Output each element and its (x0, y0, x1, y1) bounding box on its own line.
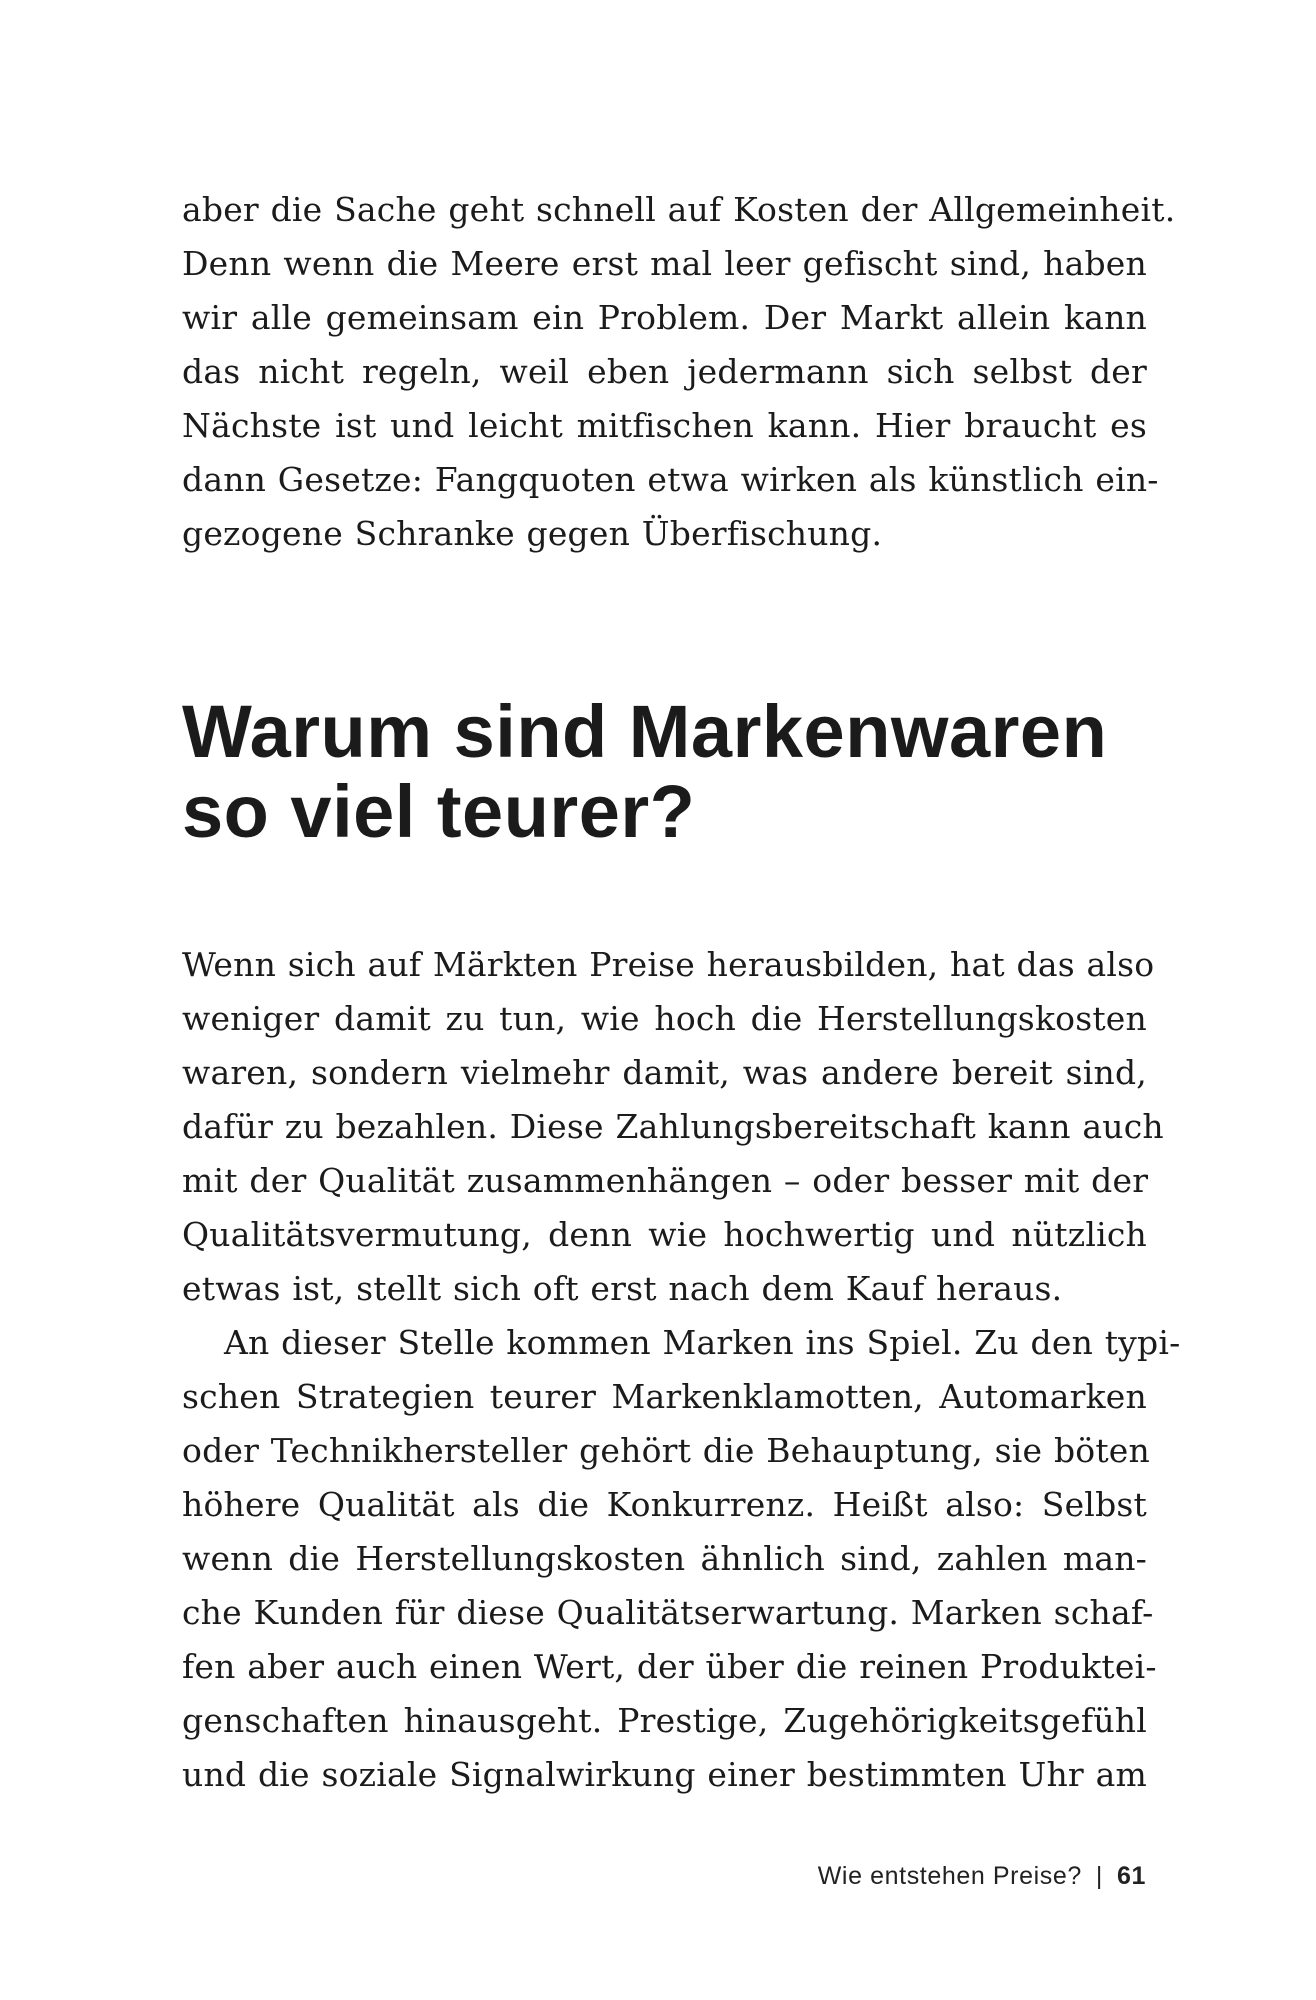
text-line: dann Gesetze: Fangquoten etwa wirken als künstlich ein- (182, 460, 1159, 499)
page-footer (818, 1862, 1146, 1891)
text-line: waren, sondern vielmehr damit, was andere bereit sind, (182, 1053, 1147, 1092)
paragraph-1 (182, 938, 1164, 1316)
top-paragraph (182, 183, 1176, 561)
page-number: 61 (1116, 1862, 1146, 1890)
section-body (182, 938, 1181, 1802)
text-line: etwas ist, stellt sich oft erst nach dem Kauf heraus. (182, 1269, 1063, 1308)
text-line: gezogene Schranke gegen Überfischung. (182, 514, 883, 553)
heading-line: Warum sind Markenwaren (182, 690, 1108, 773)
text-line: Qualitätsvermutung, denn wie hochwertig und nützlich (182, 1215, 1147, 1254)
text-line: wenn die Herstellungskosten ähnlich sind, zahlen man- (182, 1539, 1147, 1578)
text-line: oder Technikhersteller gehört die Behauptung, sie böten (182, 1431, 1150, 1470)
text-line: An dieser Stelle kommen Marken ins Spiel. Zu den typi- (224, 1323, 1181, 1362)
text-line: mit der Qualität zusammenhängen – oder besser mit der (182, 1161, 1149, 1200)
footer-separator: | (1095, 1862, 1103, 1890)
running-title: Wie entstehen Preise? (817, 1862, 1082, 1890)
text-line: fen aber auch einen Wert, der über die reinen Produktei- (182, 1647, 1157, 1686)
text-line: Wenn sich auf Märkten Preise herausbilden, hat das also (182, 945, 1155, 984)
text-line: und die soziale Signalwirkung einer bestimmten Uhr am (182, 1755, 1147, 1794)
text-line: wir alle gemeinsam ein Problem. Der Markt allein kann (182, 298, 1147, 337)
text-line: che Kunden für diese Qualitätserwartung. Marken schaf- (182, 1593, 1154, 1632)
text-line: schen Strategien teurer Markenklamotten, Automarken (182, 1377, 1147, 1416)
text-line: dafür zu bezahlen. Diese Zahlungsbereitschaft kann auch (182, 1107, 1164, 1146)
text-line: aber die Sache geht schnell auf Kosten der Allgemeinheit. (182, 190, 1176, 229)
text-line: das nicht regeln, weil eben jedermann sich selbst der (182, 352, 1147, 391)
text-line: genschaften hinausgeht. Prestige, Zugehörigkeitsgefühl (182, 1701, 1147, 1740)
heading-line: so viel teurer? (182, 770, 696, 853)
text-line: höhere Qualität als die Konkurrenz. Heißt also: Selbst (182, 1485, 1147, 1524)
text-line: weniger damit zu tun, wie hoch die Herstellungskosten (182, 999, 1147, 1038)
text-line: Nächste ist und leicht mitfischen kann. Hier braucht es (182, 406, 1147, 445)
section-heading (182, 692, 1147, 852)
text-line: Denn wenn die Meere erst mal leer gefischt sind, haben (182, 244, 1147, 283)
paragraph-2 (182, 1316, 1181, 1802)
